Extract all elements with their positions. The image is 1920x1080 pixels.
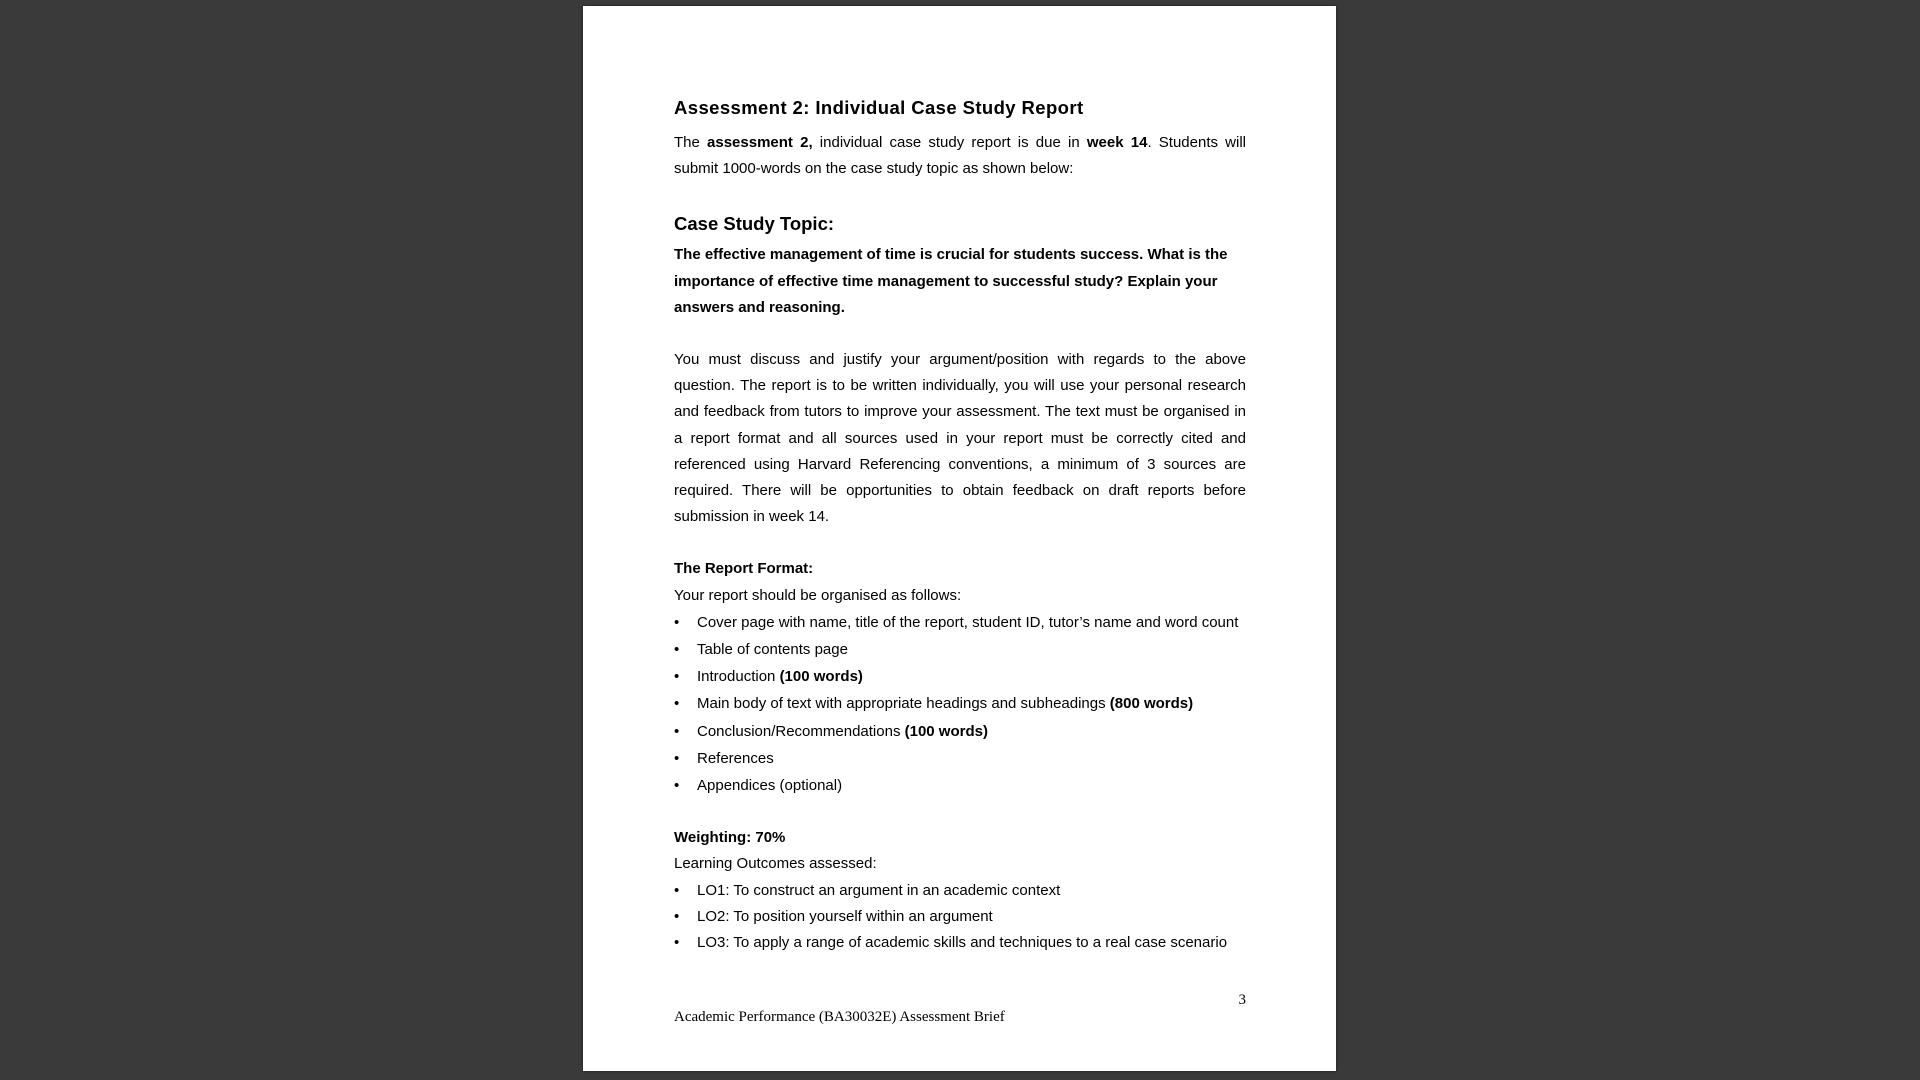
intro-bold-week: week 14	[1086, 134, 1148, 151]
list-item-text: LO1: To construct an argument in an academic context	[697, 881, 1061, 899]
list-item-text: Table of contents page	[697, 641, 848, 659]
intro-paragraph	[674, 130, 1246, 182]
intro-bold-assessment: assessment 2,	[707, 134, 813, 151]
bullet-icon: •	[674, 722, 680, 740]
bullet-icon: •	[674, 613, 680, 631]
instructions-paragraph: You must discuss and justify your argument/position with regards to the above question. The report is to be written individually, you will use your personal research and feedback from tutors to improve your assessment. The text must be organised in a report format and all sources used in your report must be correctly cited and referenced using Harvard Referencing conventions, a minimum of 3 sources are required. There will be opportunities to obtain feedback on draft reports before submission in week 14.	[674, 351, 1246, 526]
list-item-text: Main body of text with appropriate headings and subheadings	[697, 695, 1110, 713]
page-number: 3	[1238, 992, 1246, 1008]
list-item	[674, 663, 1246, 690]
spacer	[674, 530, 1246, 556]
document-title: Assessment 2: Individual Case Study Report	[674, 97, 1084, 118]
bullet-icon: •	[674, 934, 680, 952]
list-item-text: LO3: To apply a range of academic skills and techniques to a real case scenario	[697, 934, 1228, 952]
page-content	[674, 96, 1246, 956]
list-item-bold: (100 words)	[904, 722, 988, 740]
intro-text-2: individual case study report is due in	[812, 134, 1087, 151]
bullet-icon: •	[674, 749, 680, 767]
list-item	[674, 636, 1246, 663]
list-item-text: Introduction	[697, 668, 780, 686]
list-item-text: Cover page with name, title of the report, student ID, tutor’s name and word count	[697, 613, 1239, 631]
list-item	[674, 904, 1246, 930]
list-item	[674, 718, 1246, 745]
bullet-icon: •	[674, 907, 680, 925]
spacer	[674, 799, 1246, 825]
list-item-text: Conclusion/Recommendations	[697, 722, 905, 740]
report-format-intro: Your report should be organised as follows:	[674, 586, 962, 604]
list-item-bold: (800 words)	[1109, 695, 1194, 713]
bullet-icon: •	[674, 695, 680, 713]
bullet-icon: •	[674, 668, 680, 686]
list-item	[674, 930, 1246, 956]
learning-outcomes-list	[674, 878, 1246, 957]
list-item-bold: (100 words)	[779, 668, 863, 686]
list-item	[674, 745, 1246, 772]
spacer	[674, 321, 1246, 347]
case-study-question: The effective management of time is crucial for students success. What is the importance of effective time management to successful study? Explain your answers and reasoning.	[674, 246, 1228, 316]
document-page	[583, 6, 1336, 1071]
list-item-text: LO2: To position yourself within an argument	[697, 907, 993, 925]
bullet-icon: •	[674, 641, 680, 659]
intro-text-3: . Students will submit 1000-words on the case study topic as shown below:	[674, 134, 1247, 178]
bullet-icon: •	[674, 881, 680, 899]
list-item	[674, 690, 1246, 717]
list-item	[674, 609, 1246, 636]
learning-outcomes-intro: Learning Outcomes assessed:	[674, 855, 877, 873]
bullet-icon: •	[674, 777, 680, 795]
intro-text-1: The	[674, 134, 708, 151]
list-item-text: Appendices (optional)	[697, 777, 843, 795]
case-study-topic-heading: Case Study Topic:	[674, 213, 835, 235]
page-footer: Academic Performance (BA30032E) Assessment Brief	[674, 1009, 1005, 1025]
report-format-heading: The Report Format:	[674, 560, 814, 578]
list-item-text: References	[697, 749, 774, 767]
list-item	[674, 878, 1246, 904]
report-format-list	[674, 609, 1246, 799]
list-item	[674, 772, 1246, 799]
weighting-heading: Weighting: 70%	[674, 829, 786, 847]
